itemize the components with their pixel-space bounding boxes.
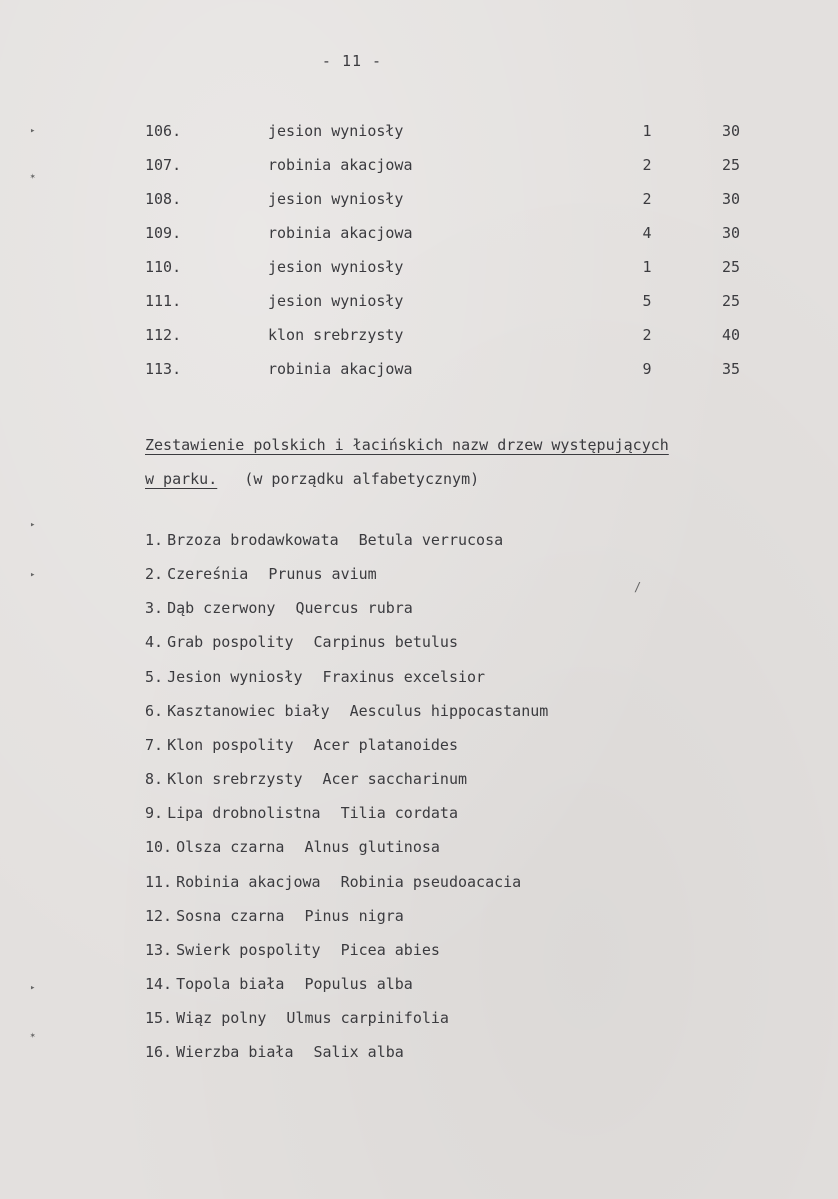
polish-name: Dąb czerwony <box>167 599 276 617</box>
item-number: 6. <box>145 702 164 720</box>
table-row <box>0 224 838 248</box>
tree-value: 30 <box>722 224 741 242</box>
latin-name: Prunus avium <box>268 565 377 583</box>
polish-name: Robinia akacjowa <box>176 873 321 891</box>
tree-count: 5 <box>642 292 652 310</box>
latin-name: Acer saccharinum <box>322 770 468 788</box>
item-number: 4. <box>145 633 164 651</box>
polish-name: Klon pospolity <box>167 736 294 754</box>
polish-name: Wierzba biała <box>176 1043 294 1061</box>
list-item <box>145 907 424 931</box>
tree-name: jesion wyniosły <box>268 122 404 140</box>
row-number: 108. <box>145 190 182 208</box>
polish-name: Kasztanowiec biały <box>167 702 330 720</box>
page-number: - 11 - <box>321 52 383 70</box>
item-number: 10. <box>145 838 173 856</box>
item-number: 2. <box>145 565 164 583</box>
item-number: 8. <box>145 770 164 788</box>
tree-value: 25 <box>722 156 741 174</box>
tree-count: 4 <box>642 224 652 242</box>
polish-name: Jesion wyniosły <box>167 668 303 686</box>
item-number: 15. <box>145 1009 173 1027</box>
tree-value: 25 <box>722 292 741 310</box>
row-number: 111. <box>145 292 182 310</box>
list-item <box>145 838 460 862</box>
row-number: 113. <box>145 360 182 378</box>
item-number: 1. <box>145 531 164 549</box>
table-row <box>0 122 838 146</box>
polish-name: Wiąz polny <box>176 1009 267 1027</box>
stray-mark: / <box>634 580 642 594</box>
tree-name: jesion wyniosły <box>268 292 404 310</box>
latin-name: Quercus rubra <box>295 599 413 617</box>
latin-name: Populus alba <box>304 975 413 993</box>
list-item <box>145 668 505 692</box>
tree-value: 25 <box>722 258 741 276</box>
list-item <box>145 702 568 726</box>
latin-name: Carpinus betulus <box>313 633 458 651</box>
heading-line-1: Zestawienie polskich i łacińskich nazw drzew występujących <box>145 436 669 454</box>
list-item <box>145 1043 424 1067</box>
heading-line-2: w parku. <box>145 470 218 488</box>
tree-count: 1 <box>642 258 652 276</box>
item-number: 5. <box>145 668 164 686</box>
latin-name: Salix alba <box>313 1043 404 1061</box>
tree-name: klon srebrzysty <box>268 326 404 344</box>
list-item <box>145 531 523 555</box>
list-item <box>145 975 433 999</box>
list-item <box>145 1009 469 1033</box>
item-number: 13. <box>145 941 173 959</box>
latin-name: Ulmus carpinifolia <box>286 1009 449 1027</box>
polish-name: Lipa drobnolistna <box>167 804 321 822</box>
latin-name: Fraxinus excelsior <box>322 668 486 686</box>
latin-name: Aesculus hippocastanum <box>349 702 549 720</box>
margin-mark: ✶ <box>30 1031 36 1041</box>
tree-value: 30 <box>722 190 741 208</box>
item-number: 9. <box>145 804 164 822</box>
tree-count: 9 <box>642 360 652 378</box>
list-item <box>145 873 541 897</box>
tree-count: 1 <box>642 122 652 140</box>
list-item <box>145 804 478 828</box>
polish-name: Czereśnia <box>167 565 249 583</box>
polish-name: Olsza czarna <box>176 838 285 856</box>
tree-count: 2 <box>642 326 652 344</box>
latin-name: Picea abies <box>340 941 440 959</box>
latin-name: Betula verrucosa <box>358 531 504 549</box>
tree-name: jesion wyniosły <box>268 258 404 276</box>
row-number: 106. <box>145 122 182 140</box>
table-row <box>0 360 838 384</box>
latin-name: Acer platanoides <box>313 736 458 754</box>
item-number: 11. <box>145 873 173 891</box>
polish-name: Sosna czarna <box>176 907 285 925</box>
latin-name: Pinus nigra <box>304 907 404 925</box>
polish-name: Brzoza brodawkowata <box>167 531 339 549</box>
tree-count: 2 <box>642 156 652 174</box>
tree-name: jesion wyniosły <box>268 190 404 208</box>
margin-mark: ▸ <box>30 126 36 136</box>
margin-mark: ▸ <box>30 983 36 993</box>
item-number: 14. <box>145 975 173 993</box>
row-number: 110. <box>145 258 182 276</box>
item-number: 16. <box>145 1043 173 1061</box>
table-row <box>0 258 838 282</box>
table-row <box>0 156 838 180</box>
polish-name: Swierk pospolity <box>176 941 321 959</box>
list-item <box>145 736 478 760</box>
list-item <box>145 565 397 589</box>
latin-name: Tilia cordata <box>340 804 458 822</box>
table-row <box>0 190 838 214</box>
list-item <box>145 770 487 794</box>
table-row <box>0 292 838 316</box>
polish-name: Klon srebrzysty <box>167 770 303 788</box>
margin-mark: ▸ <box>30 570 36 580</box>
tree-count: 2 <box>642 190 652 208</box>
margin-mark: ✶ <box>30 172 36 182</box>
list-item <box>145 941 460 965</box>
margin-mark: ▸ <box>30 520 36 530</box>
tree-name: robinia akacjowa <box>268 360 413 378</box>
list-item <box>145 599 433 623</box>
tree-value: 40 <box>722 326 741 344</box>
row-number: 107. <box>145 156 182 174</box>
polish-name: Grab pospolity <box>167 633 294 651</box>
latin-name: Alnus glutinosa <box>304 838 440 856</box>
tree-name: robinia akacjowa <box>268 156 413 174</box>
item-number: 3. <box>145 599 164 617</box>
item-number: 7. <box>145 736 164 754</box>
tree-value: 30 <box>722 122 741 140</box>
polish-name: Topola biała <box>176 975 285 993</box>
tree-name: robinia akacjowa <box>268 224 413 242</box>
row-number: 109. <box>145 224 182 242</box>
item-number: 12. <box>145 907 173 925</box>
list-item <box>145 633 478 657</box>
section-heading <box>145 428 765 496</box>
latin-name: Robinia pseudoacacia <box>340 873 522 891</box>
tree-value: 35 <box>722 360 741 378</box>
table-row <box>0 326 838 350</box>
heading-suffix: (w porządku alfabetycznym) <box>244 470 480 488</box>
row-number: 112. <box>145 326 182 344</box>
